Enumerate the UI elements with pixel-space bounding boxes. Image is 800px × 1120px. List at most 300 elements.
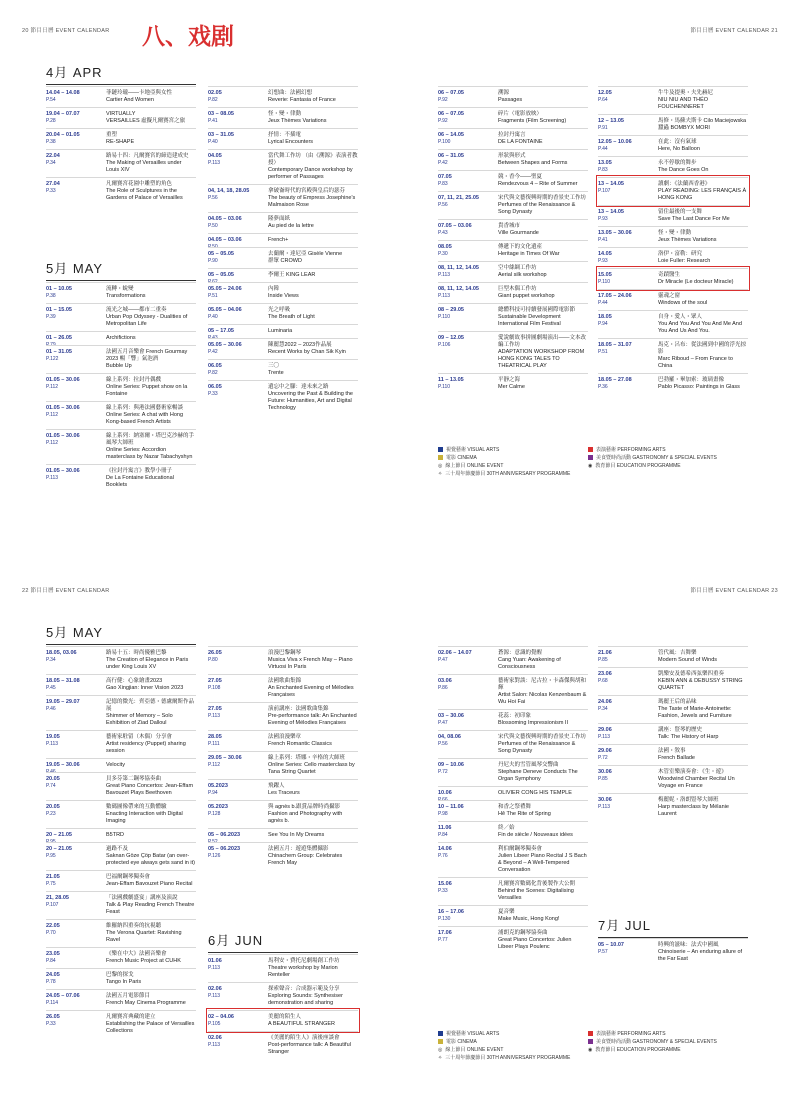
event-text [498,678,588,706]
event-title-zh: 牛牛及提奧・夫先赫尼 [658,90,714,96]
event-title-zh: 形狀與形式 [498,153,526,159]
event-entry [46,842,196,870]
event-entry [438,842,588,877]
event-title-zh: 幻想曲：法國幻想 [268,90,313,96]
event-text [268,1014,358,1028]
event-title-en: French Ballade [658,755,695,761]
event-date-block [598,727,652,740]
event-title-zh: 流光之城——都市二重奏 [106,307,167,313]
event-date: 12.05 – 10.06 [598,139,632,145]
event-entry [46,345,196,373]
event-page: P.75 [46,881,56,887]
event-date: 19.05 – 30.06 [46,762,80,768]
event-text [106,776,196,797]
event-date-block [438,804,492,817]
event-title-zh: 浦朗克的鋼琴協奏曲 [498,930,548,936]
event-date: 12.05 [598,90,612,96]
event-title-en: Julien Libeer Piano Recital J S Bach & Beyond – A Well-Tempered Conversation [498,853,587,873]
event-title-en: B5TRD [106,832,125,838]
event-title-zh: 洛伊・富勒：研究 [658,251,703,257]
event-title-zh: 拉封丹寓言 [498,132,526,138]
event-page: P.113 [208,713,221,719]
event-entry [208,730,358,751]
event-date-block [598,272,652,285]
event-date-block [208,706,262,719]
event-entry [208,800,358,828]
event-entry [208,702,358,730]
legend-item [438,1030,588,1038]
event-page: P.74 [46,783,56,789]
event-text [268,363,358,377]
event-text [268,650,358,671]
event-title-zh: 法國五月電影節目 [106,993,151,999]
event-title-zh: 《拉封丹寓言》教學小冊子 [106,468,173,474]
event-entry [598,156,748,177]
event-date-block [46,678,100,691]
event-text [106,678,196,692]
event-date: 17.05 – 24.06 [598,293,632,299]
event-date: 14.06 [438,846,452,852]
event-date-block [208,132,262,145]
event-page: P.56 [438,741,448,747]
event-entry [208,303,358,324]
event-text [498,909,588,923]
event-date-block [208,1035,262,1048]
event-title-en: Pre-performance talk: An Enchanted Evening of Mélodies Françaises [268,713,357,726]
event-date-block [46,776,100,789]
event-entry [46,870,196,891]
column-apr [46,86,196,205]
event-page: P.28 [46,118,56,124]
event-text [268,958,358,979]
event-text [498,195,588,216]
event-date: 21.05 [46,874,60,880]
event-page: P.50 [208,223,218,229]
event-date-block [208,216,262,229]
event-text [498,734,588,755]
event-date-block [46,993,100,1006]
event-page: P.92 [438,118,448,124]
event-text [268,328,358,335]
event-entry [46,303,196,331]
event-title-zh: 藝術家駐留（木偶）分享會 [106,734,173,740]
event-text [658,160,748,174]
event-date: 24.05 [46,972,60,978]
event-title-en: Modern Sound of Winds [658,657,718,663]
legend-item [588,454,738,462]
event-page: P.36 [598,384,608,390]
event-title-zh: 流轉・蛻變 [106,286,134,292]
event-title-zh: 高行健：心象繪畫2023 [106,678,163,684]
event-date: 02.06 – 14.07 [438,650,472,656]
event-text [106,433,196,461]
column-jun-2 [438,646,588,954]
event-entry [46,947,196,968]
event-text [658,272,748,286]
event-page: P.94 [208,790,218,796]
event-page: P.126 [208,853,221,859]
event-page: P.30 [438,251,448,257]
event-text [498,223,588,237]
event-entry [208,128,358,149]
event-title-zh: 碎片（電影放映） [498,111,543,117]
legend [438,446,758,478]
event-date-block [598,90,652,103]
event-title-en: Post-performance talk: A Beautiful Stranger [268,1042,351,1055]
event-date: 20 – 21.05 [46,846,72,852]
month-heading-jun: 6月 JUN [208,930,358,953]
event-date-block [598,118,652,131]
event-title-en: An Enchanted Evening of Mélodies Françaises [268,685,354,698]
event-date-block [208,363,262,376]
event-text [658,748,748,762]
event-page: P.110 [438,314,451,320]
event-page: P.38 [46,293,56,299]
legend-item [438,1046,588,1054]
page-header-left: 20 節目日曆 EVENT CALENDAR [22,28,110,34]
event-title-en: Ville Gourmande [498,230,539,236]
event-page: P.43 [438,230,448,236]
event-date-block [208,986,262,999]
event-text [268,342,358,356]
event-page: P.84 [438,832,448,838]
event-entry [46,373,196,401]
event-title-en: Save The Last Dance For Me [658,216,730,222]
event-entry [208,338,358,359]
event-page: P.64 [598,97,608,103]
event-title-zh: 凡爾賽宮花園中雕塑的角色 [106,181,173,187]
event-date-block [46,1014,100,1027]
event-title-en: Urban Pop Odyssey - Dualities of Metropolitan Life [106,314,188,327]
event-title-en: Enacting Interaction with Digital Imaging [106,811,183,824]
event-text [106,874,196,888]
event-text [498,153,588,167]
event-title-en: Les Traceurs [268,790,300,796]
section-title: 八、戏剧 [142,24,234,50]
event-date: 01.05 – 30.06 [46,468,80,474]
event-entry [438,905,588,926]
event-date: 20.04 – 01.05 [46,132,80,138]
event-date-block [46,951,100,964]
event-page: P.113 [46,475,59,481]
event-text [658,139,748,153]
event-entry [208,1031,358,1059]
event-date-block [208,90,262,103]
event-text [268,216,358,230]
event-title-zh: 宋代與文藝復興時期的香景史工作坊 [498,734,587,740]
event-title-zh: 當代舞工作坊 （由《溯源》表演者教授） [268,153,358,166]
event-page: P.41 [208,118,218,124]
event-date: 18.05 – 27.08 [598,377,632,383]
month-heading-apr: 4月 APR [46,62,196,85]
legend-icon: ✧ [438,1055,443,1061]
event-date-block [598,209,652,222]
event-text [268,832,358,839]
event-title-en: Windows of the soul [658,300,708,306]
event-text [658,251,748,265]
event-date-block [438,265,492,278]
event-title-zh: 凡爾賽宮典藏的建立 [106,1014,156,1020]
event-date: 26.05 [46,1014,60,1020]
event-text [106,972,196,986]
event-title-en: The Taste of Marie-Antoinette: Fashion, Jewels and Furniture [658,706,732,719]
event-title-en: Harp masterclass by Mélanie Laurent [658,804,729,817]
event-date-block [208,678,262,691]
event-title-en: Trente [268,370,284,376]
event-title-en: Loie Fuller: Research [658,258,711,264]
event-page: P.76 [438,853,448,859]
event-entry [438,282,588,303]
event-date-block [598,251,652,264]
event-date-block [46,181,100,194]
event-text [268,804,358,825]
event-title-en: The Dance Goes On [658,167,709,173]
event-page: P.128 [208,811,221,817]
event-page: P.82 [208,370,218,376]
event-title-en: KEBIN ANN & DEBUSSY STRING QUARTET [658,678,743,691]
event-text [268,111,358,125]
event-page: P.51 [208,293,218,299]
event-page: P.46 [46,769,56,775]
event-date: 26.05 [208,650,222,656]
column-may-4 [598,86,748,394]
event-date-block [438,909,492,922]
event-title-zh: 《美麗的陌生人》演後座談會 [268,1035,340,1041]
event-date-block [598,314,652,327]
event-entry [208,359,358,380]
column-jun-3 [598,646,748,821]
event-page: P.54 [46,97,56,103]
month-heading-jul: 7月 JUL [598,915,748,938]
legend-label: 美食暨時尚活動 GASTRONOMY & SPECIAL EVENTS [596,1039,717,1045]
event-title-en: Great Piano Concertos: Jean-Effam Bavouzet Plays Beethoven [106,783,194,796]
event-page: P.113 [208,993,221,999]
event-page: P.113 [208,160,221,166]
event-page: P.91 [598,125,608,131]
event-title-zh: 數碼圖像帶來的互動體驗 [106,804,167,810]
event-date: 06 – 07.05 [438,111,464,117]
event-date-block [46,804,100,817]
event-page: P.106 [438,342,451,348]
legend-icon: ✧ [438,471,443,477]
event-title-en: Au pied de la lettre [268,223,314,229]
event-date-block [438,734,492,747]
event-date-block [598,797,652,810]
event-title-zh: 平靜之海 [498,377,521,383]
event-entry [438,646,588,674]
event-title-zh: 隆夢面紙 [268,216,291,222]
event-date: 09 – 10.06 [438,762,464,768]
event-date: 27.04 [46,181,60,187]
event-page: P.92 [438,97,448,103]
event-title-en: NIU NIU AND THÉO FOUCHENNERET [658,97,709,110]
event-title-zh: 馬修・馬蘇夫斯卡 Cilo Maciejowska [658,118,747,124]
event-date: 13 – 14.05 [598,209,624,215]
event-text [106,650,196,671]
event-entry [438,261,588,282]
event-text [498,307,588,328]
event-page: P.68 [598,678,608,684]
event-page: P.112 [46,440,59,446]
event-page: P.113 [46,741,59,747]
event-entry [208,954,358,982]
event-title-zh: 飛躍人 [268,783,285,789]
event-date-block [208,111,262,124]
event-page: P.130 [438,916,451,922]
legend-swatch [588,1031,593,1036]
event-title-zh: 在此：沒有氣球 [658,139,697,145]
event-entry [598,205,748,226]
event-page: P.93 [598,258,608,264]
event-title-zh: 法國五月：遊遊集體攝影 [268,846,329,852]
legend-item [588,446,738,454]
legend-icon: ◎ [438,1047,443,1053]
event-title-en: De La Fontaine Educational Booklets [106,475,174,488]
event-date: 19.05 – 29.07 [46,699,80,705]
column-may-2 [208,646,358,870]
event-title-zh: 管代風：吉舞樂 [658,650,697,656]
event-text [268,734,358,748]
event-title-zh: 過路不及 [106,846,129,852]
event-page: P.93 [598,216,608,222]
event-page: P.85 [598,776,608,782]
event-title-en: Heritage in Times Of War [498,251,560,257]
event-date: 02.06 [208,1035,222,1041]
event-date: 01 – 10.05 [46,286,72,292]
event-date-block [46,307,100,320]
event-date-block [46,468,100,481]
event-title-zh: 凱樂安及德希西弦樂四重奏 [658,671,725,677]
event-entry [438,926,588,954]
event-page: P.72 [438,769,448,775]
event-title-zh: 巴黎的探戈 [106,972,134,978]
event-text [106,468,196,489]
event-title-en: 群眾 CROWD [268,258,302,264]
event-title-en: Reverie: Fantasia of France [268,97,336,103]
legend-item [588,1030,738,1038]
event-page: P.77 [438,937,448,943]
event-text [106,846,196,867]
event-entry [598,938,748,966]
event-title-zh: 怪・變・律動 [268,111,302,117]
event-entry [46,177,196,205]
event-date: 05 – 05.05 [208,251,234,257]
event-entry [598,310,748,338]
event-date-block [46,846,100,859]
event-title-en: Artist Salon: Nicolas Kenzenbaum & Wu Hoi Fai [498,692,587,705]
event-entry [46,772,196,800]
event-title-en: Fragments (Film Screening) [498,118,567,124]
event-date: 09 – 12.05 [438,335,464,341]
event-text [106,335,196,342]
event-entry [46,401,196,429]
event-date: 06 – 07.05 [438,90,464,96]
event-text [106,307,196,328]
event-date: 04.05 – 03.06 [208,237,242,243]
event-date-block [438,111,492,124]
event-text [268,384,358,412]
legend-swatch [438,447,443,452]
event-page: P.56 [208,195,218,201]
event-date-block [46,433,100,446]
event-entry [208,779,358,800]
event-date-block [208,188,262,201]
event-page: P.98 [438,811,448,817]
event-text [106,349,196,370]
event-title-zh: 空中絲綢工作坊 [498,265,537,271]
event-date: 21.06 [598,650,612,656]
legend-item [438,1054,738,1062]
event-entry [46,674,196,695]
event-title-zh: 重塑 [106,132,118,138]
event-entry [208,674,358,702]
event-entry [598,723,748,744]
event-page: P.84 [46,958,56,964]
event-date: 13 – 14.05 [598,181,624,187]
event-page: P.40 [208,139,218,145]
event-text [106,132,196,146]
event-page: P.95 [46,839,56,845]
legend-icon: ◉ [588,1047,593,1053]
event-title-en: Blossoming Impressionism II [498,720,568,726]
event-page: P.113 [208,1042,221,1048]
event-date-block [46,111,100,124]
event-date: 04, 08.06 [438,734,461,740]
event-entry [598,695,748,723]
event-date: 10 – 11.06 [438,804,464,810]
event-date: 20 – 21.05 [46,832,72,838]
event-title-en: Fin de siècle / Nouveaux idées [498,832,573,838]
event-page: P.34 [46,657,56,663]
event-title-en: Contemporary Dance workshop by performer of Passages [268,167,353,180]
event-page: P.33 [46,1021,56,1027]
event-title-zh: 愛說劇故事拼圖劇場演出——文本改編工作坊 [498,335,587,348]
event-entry [208,268,358,285]
event-date: 04.05 – 03.06 [208,216,242,222]
event-text [498,174,588,188]
event-entry [208,982,358,1010]
column-may-1 [46,282,196,492]
event-entry [598,226,748,247]
event-date: 01.06 [208,958,222,964]
event-title-en: Tango In Paris [106,979,142,985]
event-page: P.105 [208,1021,221,1027]
event-title-zh: 線上系列：納塞爾・塔巴克沙赫的手風琴大師班 [106,433,195,446]
event-entry [438,709,588,730]
event-date: 16 – 17.06 [438,909,464,915]
event-date: 07.05 – 03.06 [438,223,472,229]
event-text [106,832,196,839]
event-text [498,132,588,146]
event-title-en: Lyrical Encounters [268,139,314,145]
event-date: 11 – 13.05 [438,377,464,383]
event-title-en: Passages [498,97,523,103]
event-page: P.46 [46,706,56,712]
event-title-zh: 線上系列：拉封丹偶戲 [106,377,162,383]
event-title-en: Marc Riboud – From France to China [658,356,733,369]
event-page: P.114 [46,1000,59,1006]
event-page: P.33 [438,888,448,894]
event-title-zh: 利伯爾鋼琴獨奏會 [498,846,543,852]
event-date-block [438,286,492,299]
event-title-en: Great Piano Concertos: Julien Libeer Plays Poulenc [498,937,572,950]
event-title-zh: 梅麗妮・洛朗豎琴大師班 [658,797,719,803]
event-date: 18.05, 03.06 [46,650,77,656]
event-entry [46,646,196,674]
event-title-en: French+ [268,237,289,243]
legend-swatch [438,1031,443,1036]
event-date: 18.05 – 31.08 [46,678,80,684]
